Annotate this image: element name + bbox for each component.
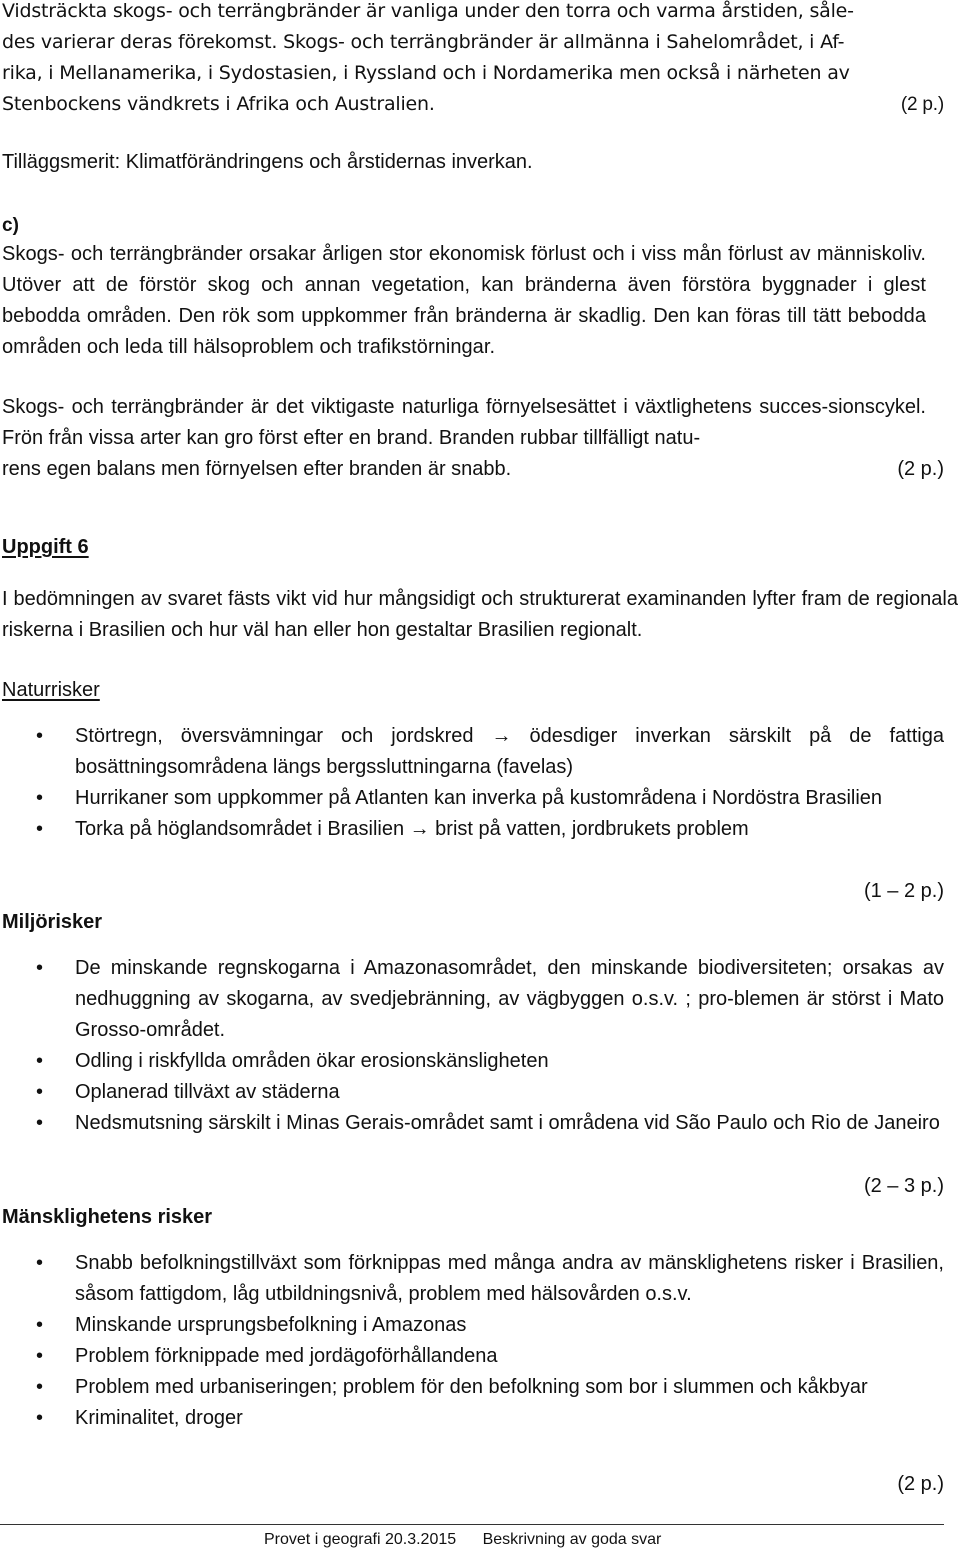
section-b-line-1: Vidsträckta skogs- och terrängbränder är vanliga under den torra och varma årstiden, såle- <box>2 0 854 22</box>
environmental-risks-points: (2 – 3 p.) <box>863 1175 944 1197</box>
environmental-risks-title: Miljörisker <box>2 911 103 933</box>
section-b-line-2: des varierar deras förekomst. Skogs- och terrängbränder är allmänna i Sahelområdet, i Af- <box>2 31 845 53</box>
section-b-line-4: Stenbockens vändkrets i Afrika och Australien. <box>2 93 435 115</box>
list-item <box>0 953 960 1046</box>
list-item <box>0 1046 960 1077</box>
environmental-risk-text: Odling i riskfyllda områden ökar erosionskänsligheten <box>75 1050 549 1072</box>
list-item <box>0 1341 960 1372</box>
natural-risks-list <box>0 721 960 845</box>
list-item <box>0 1310 960 1341</box>
environmental-risk-text: Oplanerad tillväxt av städerna <box>75 1081 340 1103</box>
section-c-paragraph-2-text: Skogs- och terrängbränder är det viktigaste naturliga förnyelsesättet i växtlighetens succes-sionscykel. Frön från vissa arter kan gro först efter en brand. Branden rubbar tillfälligt natu- <box>2 396 926 449</box>
natural-risk-text: Störtregn, översvämningar och jordskred → ödesdiger inverkan särskilt på de fattiga bosättningsområdena längs bergssluttningarna (favelas) <box>75 725 944 778</box>
human-risk-text: Snabb befolkningstillväxt som förknippas med många andra av mänsklighetens risker i Brasilien, såsom fattigdom, låg utbildningsnivå, problem med hälsovården o.s.v. <box>75 1252 944 1305</box>
human-risk-text: Minskande ursprungsbefolkning i Amazonas <box>75 1314 467 1336</box>
human-risks-list <box>0 1248 960 1434</box>
human-risk-text: Problem förknippade med jordägoförhållandena <box>75 1345 498 1367</box>
section-b-paragraph <box>0 0 960 120</box>
section-c-paragraph-2 <box>0 392 960 485</box>
list-item <box>0 721 960 783</box>
list-item <box>0 1248 960 1310</box>
list-item <box>0 1108 960 1139</box>
environmental-risk-text: Nedsmutsning särskilt i Minas Gerais-området samt i områdena vid São Paulo och Rio de Janeiro <box>75 1112 940 1134</box>
section-c-paragraph-1: Skogs- och terrängbränder orsakar årligen stor ekonomisk förlust och i viss mån förlust av människoliv. Utöver att de förstör skog och annan vegetation, kan bränderna även förstöra byggnader i glest bebodda områden. Den rök som uppkommer från bränderna är skadlig. Den kan föras till tätt bebodda områden och leda till hälsoproblem och trafikstörningar. <box>2 243 926 358</box>
extra-merit: Tilläggsmerit: Klimatförändringens och årstidernas inverkan. <box>2 151 533 173</box>
natural-risks-title: Naturrisker <box>2 679 100 701</box>
section-c-last-line: rens egen balans men förnyelsen efter branden är snabb. <box>2 458 512 480</box>
section-c-paragraph-2-last <box>0 454 960 485</box>
list-item <box>0 1077 960 1108</box>
human-risk-text: Kriminalitet, droger <box>75 1407 243 1429</box>
task-6-title: Uppgift 6 <box>2 536 89 558</box>
environmental-risk-text: De minskande regnskogarna i Amazonasområdet, den minskande biodiversiteten; orsakas av nedhuggning av skogarna, av svedjebränning, av vägbyggen o.s.v. ; pro-blemen är störst i Mato Grosso-området. <box>75 957 944 1041</box>
human-risks-points: (2 p.) <box>897 1473 944 1495</box>
natural-risks-points: (1 – 2 p.) <box>863 880 944 902</box>
human-risks-title: Mänsklighetens risker <box>2 1206 213 1228</box>
task-6-intro: I bedömningen av svaret fästs vikt vid hur mångsidigt och strukturerat examinanden lyfter fram de regionala riskerna i Brasilien och hur väl han eller hon gestaltar Brasilien regionalt. <box>2 588 958 641</box>
list-item <box>0 1403 960 1434</box>
section-b-points: (2 p.) <box>900 94 944 115</box>
page-footer <box>264 1530 683 1550</box>
footer-doc-title: Beskrivning av goda svar <box>482 1531 662 1548</box>
natural-risk-text: Torka på höglandsområdet i Brasilien → brist på vatten, jordbrukets problem <box>75 818 749 840</box>
list-item <box>0 783 960 814</box>
section-b-line-3: rika, i Mellanamerika, i Sydostasien, i Ryssland och i Nordamerika men också i närheten av <box>2 62 850 84</box>
section-b-last-line <box>2 89 944 120</box>
human-risk-text: Problem med urbaniseringen; problem för den befolkning som bor i slummen och kåkbyar <box>75 1376 868 1398</box>
list-item <box>0 1372 960 1403</box>
environmental-risks-list <box>0 953 960 1139</box>
section-c-label: c) <box>2 215 19 236</box>
list-item <box>0 814 960 845</box>
footer-exam-title: Provet i geografi 20.3.2015 <box>264 1531 457 1548</box>
section-c-points: (2 p.) <box>897 458 944 480</box>
footer-divider <box>0 1524 944 1525</box>
natural-risk-text: Hurrikaner som uppkommer på Atlanten kan inverka på kustområdena i Nordöstra Brasilien <box>75 787 883 809</box>
section-b <box>0 0 960 120</box>
